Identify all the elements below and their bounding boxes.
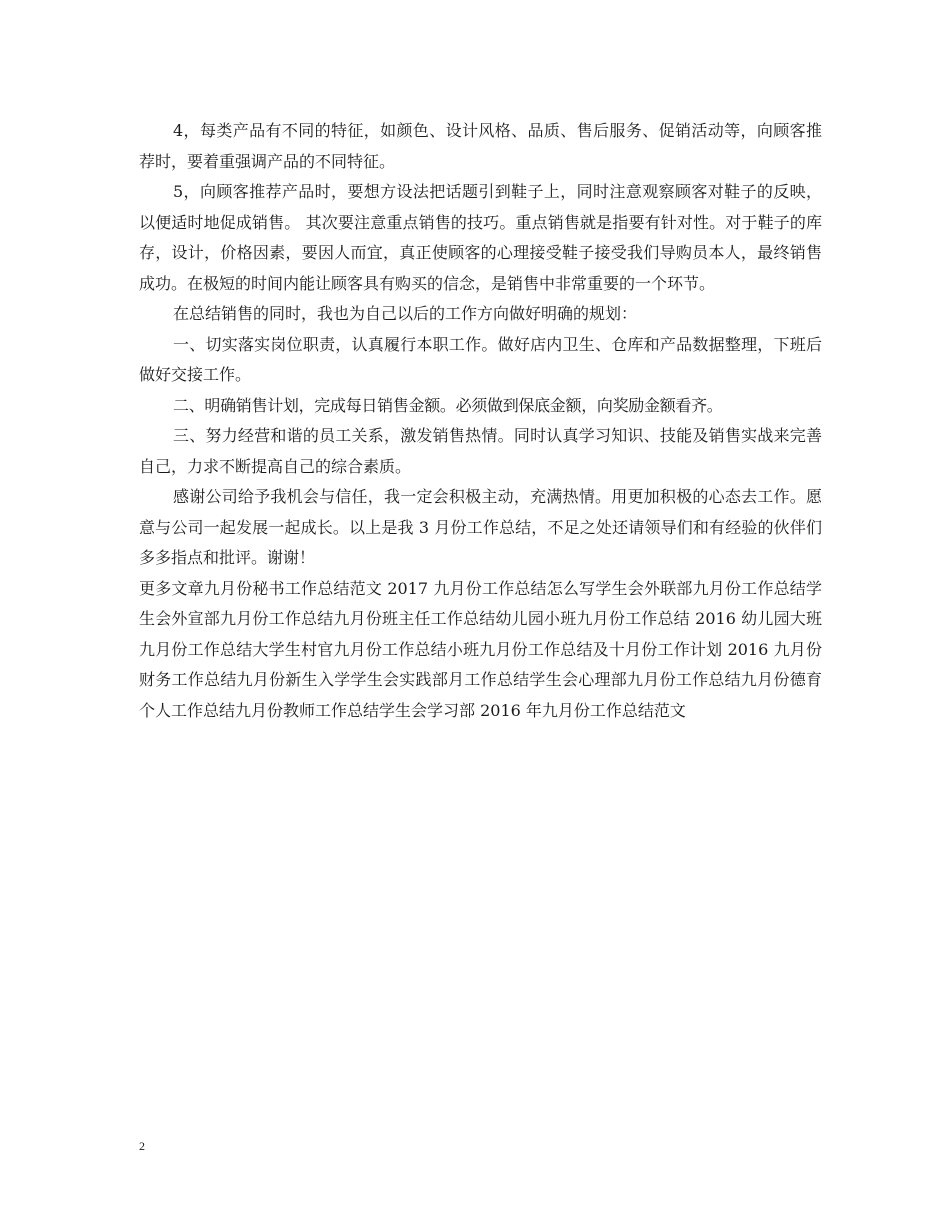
paragraph-point-5: 5，向顾客推荐产品时，要想方设法把话题引到鞋子上，同时注意观察顾客对鞋子的反映，以便适时地促成销售。 其次要注意重点销售的技巧。重点销售就是指要有针对性。对于鞋子的库存，设计，价格因素，要因人而宜，真正使顾客的心理接受鞋子接受我们导购员本人，最终销售成功。在极短的时间内能让顾客具有购买的信念，是销售中非常重要的一个环节。 (139, 182, 822, 293)
paragraph-thanks: 感谢公司给予我机会与信任，我一定会积极主动，充满热情。用更加积极的心态去工作。愿意与公司一起发展一起成长。以上是我 3 月份工作总结，不足之处还请领导们和有经验的伙伴们多多指点和批评。谢谢！ (139, 487, 822, 567)
paragraph-plan-2: 二、明确销售计划，完成每日销售金额。必须做到保底金额，向奖励金额看齐。 (173, 395, 723, 415)
paragraph-plan-3: 三、努力经营和谐的员工关系，激发销售热情。同时认真学习知识、技能及销售实战来完善自己，力求不断提高自己的综合素质。 (139, 426, 822, 476)
document-body (139, 116, 822, 726)
paragraph-plan-1: 一、切实落实岗位职责，认真履行本职工作。做好店内卫生、仓库和产品数据整理，下班后做好交接工作。 (139, 334, 822, 384)
paragraph-point-4: 4，每类产品有不同的特征，如颜色、设计风格、品质、售后服务、促销活动等，向顾客推荐时，要着重强调产品的不同特征。 (139, 121, 822, 171)
related-articles-list: 更多文章九月份秘书工作总结范文 2017 九月份工作总结怎么写学生会外联部九月份工作总结学生会外宣部九月份工作总结九月份班主任工作总结幼儿园小班九月份工作总结 2016 幼儿园大班九月份工作总结大学生村官九月份工作总结小班九月份工作总结及十月份工作计划 2016 九月份财务工作总结九月份新生入学学生会实践部月工作总结学生会心理部九月份工作总结九月份德育个人工作总结九月份教师工作总结学生会学习部 2016 年九月份工作总结范文 (139, 578, 822, 720)
page-number: 2 (139, 1139, 145, 1153)
paragraph-planning-intro: 在总结销售的同时，我也为自己以后的工作方向做好明确的规划： (173, 304, 638, 323)
